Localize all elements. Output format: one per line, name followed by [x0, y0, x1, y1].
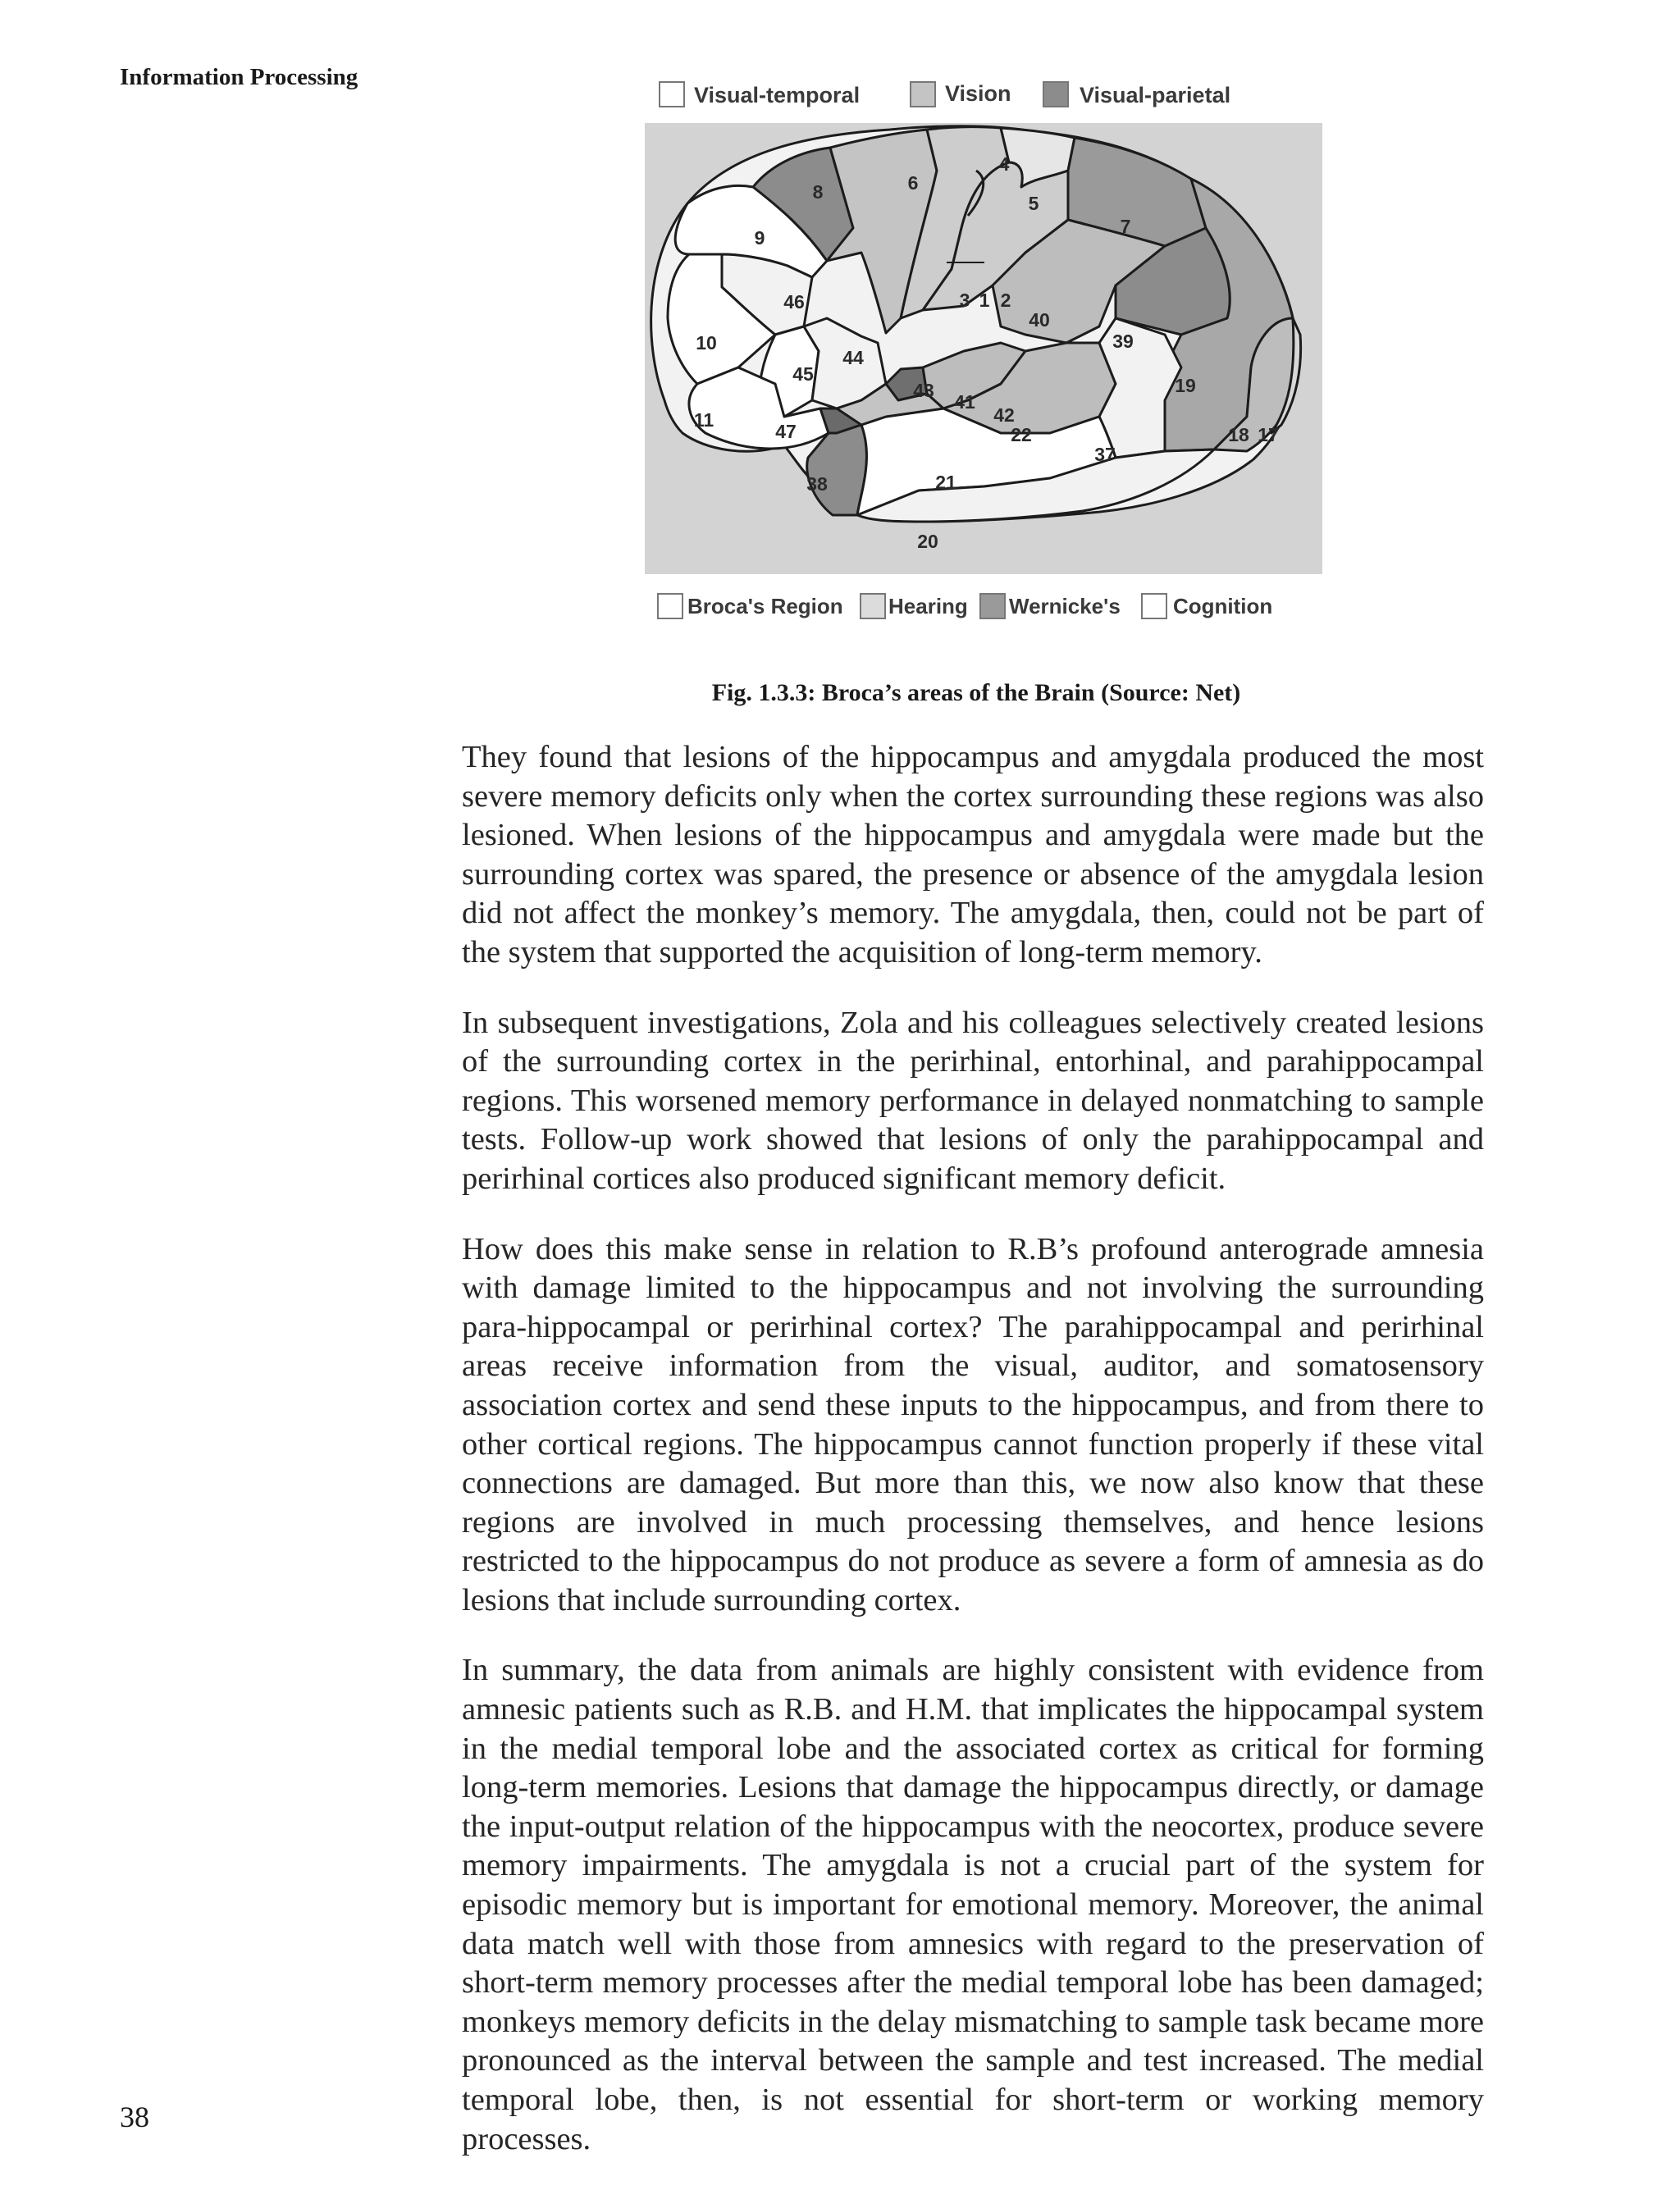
legend-label: Vision	[945, 81, 1011, 106]
area-label: 21	[935, 472, 956, 493]
area-label: 40	[1029, 309, 1050, 331]
area-label: 45	[792, 363, 814, 385]
legend-item-hearing	[861, 594, 968, 618]
running-head: Information Processing	[120, 64, 358, 90]
legend-swatch	[911, 82, 935, 107]
legend-swatch	[658, 594, 682, 618]
legend-item-visual-temporal	[660, 82, 860, 107]
page-number: 38	[120, 2101, 149, 2133]
area-label: 42	[993, 404, 1015, 426]
brain-figure	[640, 72, 1345, 630]
legend-swatch	[1043, 82, 1068, 107]
paragraph: How does this make sense in relation to R.B’s profound anterograde amnesia with damage limited to the hippocampus and not involving the surrounding para-hippocampal or perirhinal cortex? The parahippocampal and perirhinal areas receive information from the visual, auditor, and somatosensory association cortex and send these inputs to the hippocampus, and from there to other cortical regions. The hippocampus cannot function properly if these vital connections are damaged. But more than this, we now also know that these regions are involved in much processing themselves, and hence lesions restricted to the hippocampus do not produce as severe a form of amnesia as do lesions that include surrounding cortex.	[462, 1231, 1484, 1617]
area-label: 43	[913, 380, 934, 401]
legend-label: Cognition	[1173, 594, 1273, 618]
paragraph: In subsequent investigations, Zola and his colleagues selectively created lesions of the surrounding cortex in the perirhinal, entorhinal, and parahippocampal regions. This worsened memory performance in delayed nonmatching to sample tests. Follow-up work showed that lesions of only the parahippocampal and perirhinal cortices also produced significant memory deficit.	[462, 1005, 1484, 1196]
area-label: 44	[842, 347, 864, 368]
figure-caption: Fig. 1.3.3: Broca’s areas of the Brain (Source: Net)	[711, 679, 1241, 706]
paragraph: They found that lesions of the hippocampus and amygdala produced the most severe memory deficits only when the cortex surrounding these regions was also lesioned. When lesions of the hippocampus and amygdala were made but the surrounding cortex was spared, the presence or absence of the amygdala lesion did not affect the monkey’s memory. The amygdala, then, could not be part of the system that supported the acquisition of long-term memory.	[462, 740, 1484, 970]
paragraph: In summary, the data from animals are highly consistent with evidence from amnesic patients such as R.B. and H.M. that implicates the hippocampal system in the medial temporal lobe and the associated cortex as critical for forming long-term memories. Lesions that damage the hippocampus directly, or damage the input-output relation of the hippocampus with the neocortex, produce severe memory impairments. The amygdala is not a crucial part of the system for episodic memory but is important for emotional memory. Moreover, the animal data match well with those from amnesics with regard to the preservation of short-term memory processes after the medial temporal lobe has been damaged; monkeys memory deficits in the delay mismatching to sample task became more pronounced as the interval between the sample and test increased. The medial temporal lobe, then, is not essential for short-term or working memory processes.	[462, 1653, 1484, 2156]
legend-item-brocas-region	[658, 594, 843, 618]
legend-swatch	[1142, 594, 1166, 618]
legend-item-cognition	[1142, 594, 1272, 618]
area-label: 18	[1228, 424, 1249, 445]
area-label: 47	[775, 421, 797, 442]
area-label: 22	[1011, 424, 1032, 445]
legend-swatch	[980, 594, 1005, 618]
legend-label: Broca's Region	[687, 594, 843, 618]
area-label: 41	[954, 391, 975, 413]
area-label: 17	[1258, 424, 1279, 445]
area-label: 10	[696, 332, 717, 354]
legend-item-vision	[911, 81, 1011, 107]
area-label: 8	[812, 181, 824, 203]
legend-label: Visual-temporal	[694, 83, 861, 107]
area-label: 11	[693, 409, 714, 431]
legend-label: Hearing	[888, 594, 968, 618]
area-label: 5	[1028, 193, 1039, 214]
body-text	[462, 738, 1484, 2190]
area-label: 20	[917, 531, 938, 552]
legend-item-visual-parietal	[1043, 82, 1230, 107]
legend-bottom	[658, 594, 1272, 618]
area-label: 46	[783, 291, 805, 313]
area-label: 39	[1112, 331, 1134, 352]
legend-label: Wernicke's	[1009, 594, 1121, 618]
area-label: 9	[754, 227, 765, 249]
legend-item-wernickes	[980, 594, 1121, 618]
legend-swatch	[861, 594, 885, 618]
area-label: 37	[1094, 444, 1116, 465]
area-label: 4	[998, 153, 1010, 175]
area-label: 7	[1120, 216, 1131, 237]
area-label: 2	[1000, 290, 1011, 311]
area-label: 1	[979, 290, 990, 311]
area-label: 3	[959, 290, 970, 311]
legend-label: Visual-parietal	[1080, 83, 1231, 107]
area-label: 38	[806, 473, 828, 495]
legend-swatch	[660, 82, 684, 107]
legend-top	[660, 81, 1230, 107]
area-label: 19	[1175, 375, 1196, 396]
area-label: 6	[907, 172, 919, 194]
